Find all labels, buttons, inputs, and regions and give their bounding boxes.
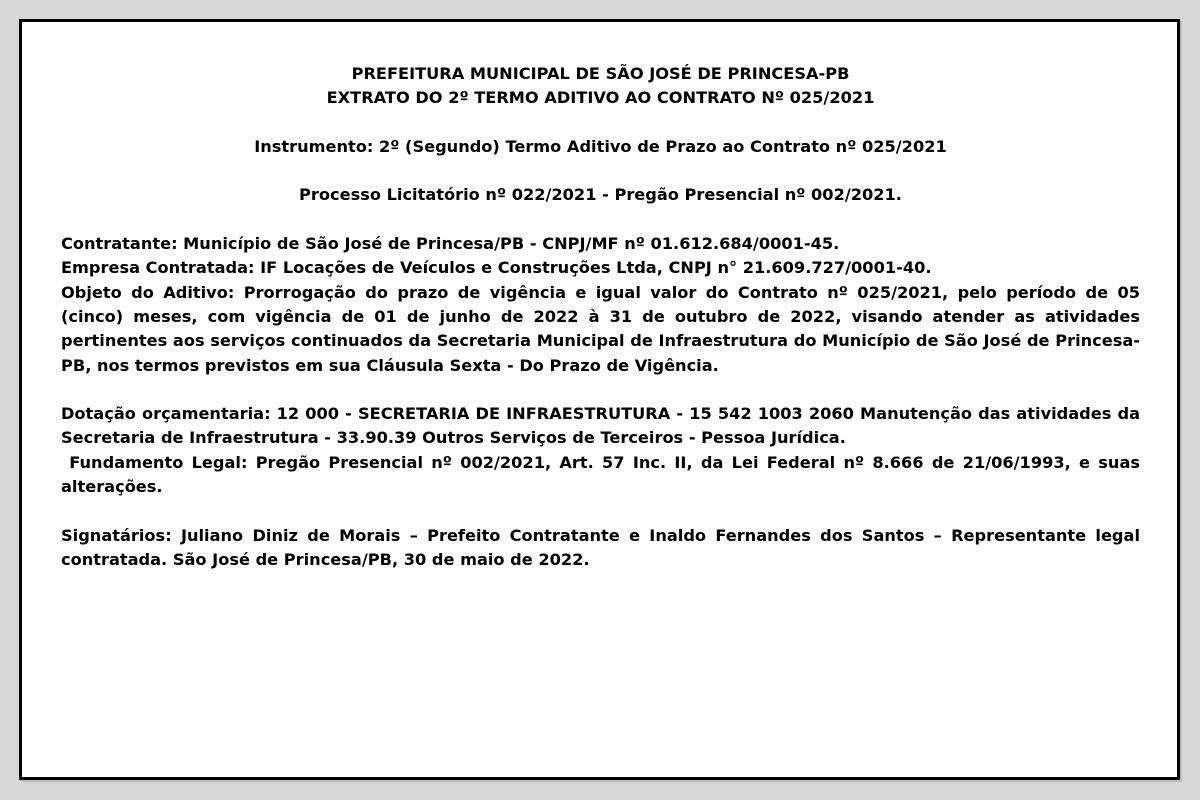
empresa-line: Empresa Contratada: IF Locações de Veículos e Construções Ltda, CNPJ n° 21.609.727/0001-40.: [61, 258, 932, 278]
spacer: [61, 378, 1140, 402]
signatarios-paragraph: Signatários: Juliano Diniz de Morais – Prefeito Contratante e Inaldo Fernandes dos Santos – Representante legal contratada. São José de Princesa/PB, 30 de maio de 2022.: [61, 525, 1140, 569]
document-sheet: [19, 19, 1180, 780]
contratante-line: Contratante: Município de São José de Princesa/PB - CNPJ/MF nº 01.612.684/0001-45.: [61, 234, 840, 254]
objeto-paragraph: Objeto do Aditivo: Prorrogação do prazo de vigência e igual valor do Contrato nº 025/2021, pelo período de 05 (cinco) meses, com vigência de 01 de junho de 2022 à 31 de outubro de 2022, visando atender as atividades pertinentes aos serviços continuados da Secretaria Municipal de Infraestrutura do Município de São José de Princesa-PB, nos termos previstos em sua Cláusula Sexta - Do Prazo de Vigência.: [61, 282, 1140, 375]
processo-line: Processo Licitatório nº 022/2021 - Pregão Presencial nº 002/2021.: [299, 185, 902, 205]
dotacao-paragraph: Dotação orçamentaria: 12 000 - SECRETARIA DE INFRAESTRUTURA - 15 542 1003 2060 Manutenção das atividades da Secretaria de Infraestrutura - 33.90.39 Outros Serviços de Terceiros - Pessoa Jurídica.: [61, 404, 1140, 448]
fundamento-paragraph: Fundamento Legal: Pregão Presencial nº 002/2021, Art. 57 Inc. II, da Lei Federal nº 8.666 de 21/06/1993, e suas alterações.: [61, 452, 1146, 497]
header-title: PREFEITURA MUNICIPAL DE SÃO JOSÉ DE PRINCESA-PB: [351, 64, 850, 83]
header-subtitle: EXTRATO DO 2º TERMO ADITIVO AO CONTRATO Nº 025/2021: [326, 88, 875, 108]
spacer: [61, 111, 1140, 135]
spacer: [61, 499, 1140, 523]
spacer: [61, 208, 1140, 232]
instrumento-line: Instrumento: 2º (Segundo) Termo Aditivo de Prazo ao Contrato nº 025/2021: [254, 136, 947, 156]
spacer: [61, 159, 1140, 183]
document-body: [61, 62, 1146, 572]
